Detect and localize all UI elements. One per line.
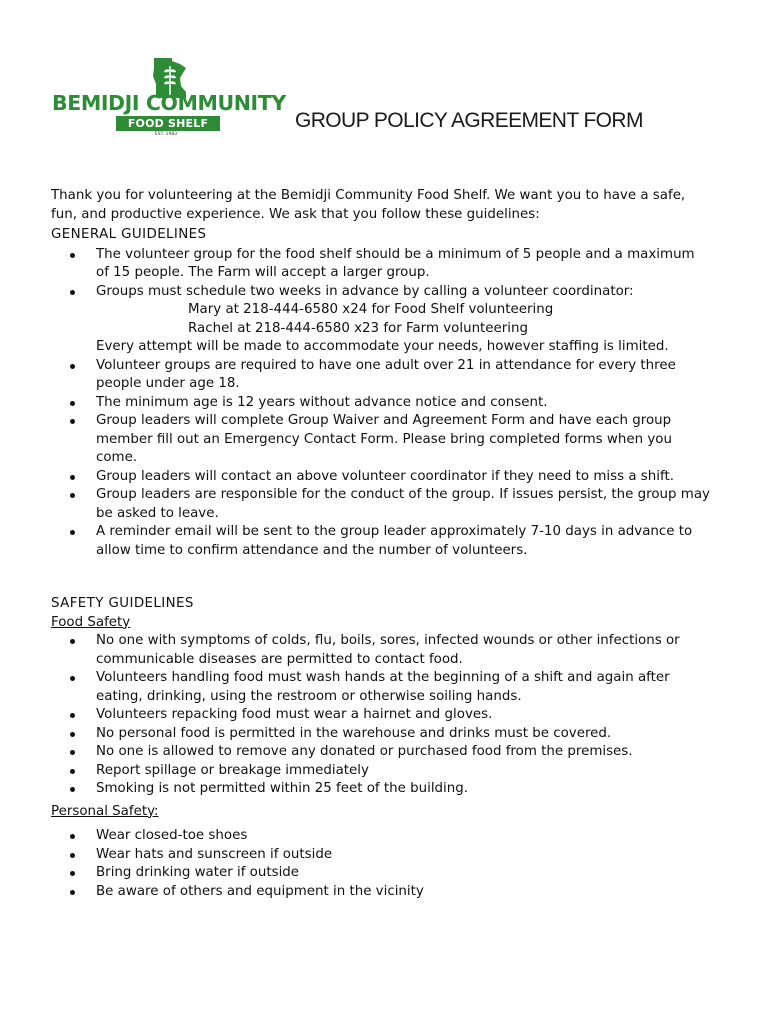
general-guidelines-heading: GENERAL GUIDELINES: [51, 227, 207, 242]
list-item: Group leaders are responsible for the conduct of the group. If issues persist, the group may be asked to leave.: [96, 486, 711, 523]
list-item: Smoking is not permitted within 25 feet of the building.: [96, 780, 711, 799]
list-item: Be aware of others and equipment in the vicinity: [96, 883, 711, 902]
logo-established: EST. 1983: [154, 132, 178, 137]
food-shelf-logo: [52, 56, 286, 140]
intro-paragraph: Thank you for volunteering at the Bemidji Community Food Shelf. We want you to have a safe, fun, and productive experience. We ask that you follow these guidelines:: [51, 188, 686, 222]
staffing-note: Every attempt will be made to accommodate your needs, however staffing is limited.: [96, 339, 669, 354]
list-item: No one with symptoms of colds, flu, boils, sores, infected wounds or other infections or communicable diseases are permitted to contact food.: [96, 632, 711, 669]
list-item: Group leaders will contact an above volunteer coordinator if they need to miss a shift.: [96, 468, 711, 487]
list-item: No personal food is permitted in the warehouse and drinks must be covered.: [96, 725, 711, 744]
list-item: Wear closed-toe shoes: [96, 827, 711, 846]
general-guidelines-list: [51, 246, 711, 561]
list-item: Bring drinking water if outside: [96, 864, 711, 883]
list-item: Group leaders will complete Group Waiver and Agreement Form and have each group member fill out an Emergency Contact Form. Please bring completed forms when you come.: [96, 412, 711, 468]
coordinator-contact: Mary at 218-444-6580 x24 for Food Shelf volunteering: [188, 302, 554, 317]
food-safety-list: [51, 632, 711, 799]
list-item: Report spillage or breakage immediately: [96, 762, 711, 781]
list-item: Volunteer groups are required to have one adult over 21 in attendance for every three people under age 18.: [96, 357, 711, 394]
list-item: The minimum age is 12 years without advance notice and consent.: [96, 394, 711, 413]
document-body: [51, 187, 711, 901]
logo-subtitle: FOOD SHELF: [116, 116, 220, 131]
personal-safety-heading: Personal Safety:: [51, 803, 159, 819]
page-title: GROUP POLICY AGREEMENT FORM: [295, 109, 643, 132]
list-item: Volunteers handling food must wash hands at the beginning of a shift and again after eating, drinking, using the restroom or otherwise soiling hands.: [96, 669, 711, 706]
list-item: [96, 283, 711, 357]
personal-safety-list: [51, 827, 711, 901]
list-item: Wear hats and sunscreen if outside: [96, 846, 711, 865]
safety-guidelines-heading: SAFETY GUIDELINES: [51, 596, 194, 611]
coordinator-contact: Rachel at 218-444-6580 x23 for Farm volunteering: [188, 320, 528, 336]
food-safety-heading: Food Safety: [51, 614, 131, 630]
list-item: A reminder email will be sent to the group leader approximately 7-10 days in advance to allow time to confirm attendance and the number of volunteers.: [96, 523, 711, 560]
list-item: The volunteer group for the food shelf should be a minimum of 5 people and a maximum of 15 people. The Farm will accept a larger group.: [96, 246, 711, 283]
list-item: Volunteers repacking food must wear a hairnet and gloves.: [96, 706, 711, 725]
list-item: No one is allowed to remove any donated or purchased food from the premises.: [96, 743, 711, 762]
logo-name: BEMIDJI COMMUNITY: [52, 91, 286, 115]
list-item-text: Groups must schedule two weeks in advance by calling a volunteer coordinator:: [96, 283, 634, 299]
